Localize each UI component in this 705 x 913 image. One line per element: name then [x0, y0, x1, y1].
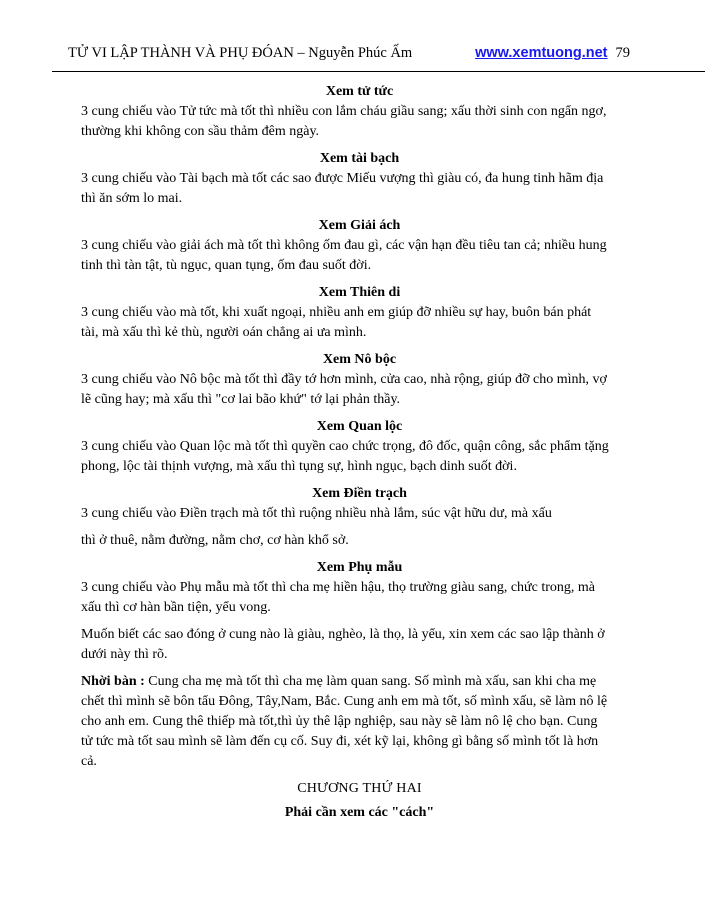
section-paragraph [81, 370, 638, 410]
note-label: Nhời bàn : [81, 674, 145, 689]
text-line: Muốn biết các sao đóng ở cung nào là giàu, nghèo, là thọ, là yểu, xin xem các sao lập thành ở [81, 627, 605, 642]
section-title: Xem Giải ách [318, 218, 401, 233]
text-line: thì ở thuê, nằm đường, nằm chơ, cơ hàn khổ sở. [81, 533, 349, 548]
header-right [475, 44, 630, 62]
text-line: 3 cung chiếu vào Tử tức mà tốt thì nhiều con lắm cháu giầu sang; xấu thời sinh con ngẩn ngơ, [81, 104, 607, 119]
header-title: TỬ VI LẬP THÀNH VÀ PHỤ ĐÓAN – Nguyễn Phúc Ấm [68, 45, 413, 61]
section-title: Xem tài bạch [319, 151, 400, 166]
section-paragraph [81, 437, 638, 477]
section-title: Xem Nô bộc [322, 352, 397, 367]
section-title: Xem Quan lộc [316, 419, 403, 434]
text-line: 3 cung chiếu vào Quan lộc mà tốt thì quyền cao chức trọng, đô đốc, quận công, sắc phẩm tặng [81, 439, 609, 454]
page-header [68, 44, 630, 62]
chapter-heading: CHƯƠNG THỨ HAI [297, 781, 422, 796]
section-title: Xem tử tức [325, 84, 394, 99]
section-paragraph [81, 236, 638, 276]
text-line: tử tức mà tốt sau mình sẽ làm đến cụ cố. Suy đi, xét kỹ lại, không gì bằng số mình tốt là hơn [81, 734, 599, 749]
text-line: chết thì mình sẽ bôn tẩu Đông, Tây,Nam, Bắc. Cung anh em mà tốt, số mình xấu, sẽ làm nô lệ [81, 694, 608, 709]
text-line: thì ăn sớm lo mai. [81, 191, 183, 206]
website-link[interactable]: www.xemtuong.net [475, 45, 608, 61]
text-line: cho anh em. Cung thê thiếp mà tốt,thì ủy thê lập nghiệp, sau này sẽ làm nô lệ cho bạn. Cung [81, 714, 598, 729]
note-first-line: Cung cha mẹ mà tốt thì cha mẹ làm quan sang. Số mình mà xấu, san khi cha mẹ [144, 674, 597, 689]
text-line: tinh thì tàn tật, tù ngục, quan tụng, ốm đau suốt đời. [81, 258, 372, 273]
page-number: 79 [615, 45, 630, 61]
section-title: Xem Thiên di [318, 285, 401, 300]
text-line [81, 672, 638, 692]
section-title: Xem Điền trạch [312, 486, 407, 501]
section-paragraph [81, 303, 638, 343]
text-line: 3 cung chiếu vào Phụ mẫu mà tốt thì cha mẹ hiền hậu, thọ trường giàu sang, chức trong, mà [81, 580, 596, 595]
section-title: Xem Phụ mẫu [316, 560, 403, 575]
section-paragraph [81, 531, 638, 551]
text-line: 3 cung chiếu vào Nô bộc mà tốt thì đầy tớ hơn mình, cửa cao, nhà rộng, giúp đỡ cho mình, vợ [81, 372, 607, 387]
section-paragraph [81, 504, 638, 524]
chapter-subtitle: Phải cần xem các "cách" [284, 805, 435, 820]
header-divider [52, 71, 705, 72]
text-line: 3 cung chiếu vào Tài bạch mà tốt các sao được Miếu vượng thì giàu có, đa hung tinh hãm địa [81, 171, 604, 186]
page-content [81, 82, 638, 823]
text-line: 3 cung chiếu vào mà tốt, khi xuất ngoại, nhiều anh em giúp đỡ nhiều sự hay, buôn bán phát [81, 305, 592, 320]
text-line: phong, lộc tài thịnh vượng, mà xấu thì tụng sự, hình ngục, bạch dinh suốt đời. [81, 459, 517, 474]
section-paragraph [81, 169, 638, 209]
section-paragraph [81, 578, 638, 618]
text-line: 3 cung chiếu vào Điền trạch mà tốt thì ruộng nhiều nhà lắm, súc vật hữu dư, mà xấu [81, 506, 552, 521]
closing-paragraph [81, 625, 638, 665]
text-line: 3 cung chiếu vào giải ách mà tốt thì không ốm đau gì, các vận hạn đều tiêu tan cả; nhiều hung [81, 238, 607, 253]
text-line: xấu thì cơ hàn bần tiện, yểu vong. [81, 600, 271, 615]
text-line: lẽ cũng hay; mà xấu thì "cơ lai bão khứ" tớ lại phản thầy. [81, 392, 401, 407]
note-paragraph [81, 672, 638, 772]
text-line: dưới này thì rõ. [81, 647, 168, 662]
section-paragraph [81, 102, 638, 142]
text-line: thường khi không con sầu thảm đêm ngày. [81, 124, 320, 139]
text-line: tài, mà xấu thì kẻ thù, người oán chẳng ai ưa mình. [81, 325, 367, 340]
text-line: cả. [81, 754, 97, 769]
